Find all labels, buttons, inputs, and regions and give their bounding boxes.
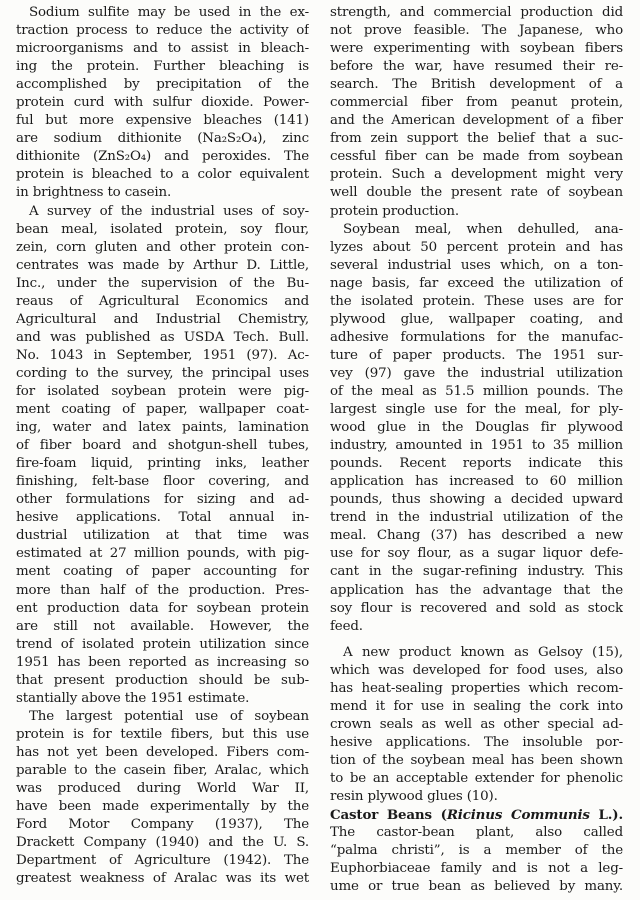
text-line: meal. Chang (37) has described a new — [330, 528, 623, 544]
text-line: to be an acceptable extender for phenolic — [330, 770, 623, 786]
text-line: stantially above the 1951 estimate. — [16, 690, 250, 706]
text-line: Inc., under the supervision of the Bu- — [16, 275, 309, 291]
text-line: ture of paper products. The 1951 sur- — [330, 347, 623, 363]
text-line: use for soy flour, as a sugar liquor defe- — [330, 546, 623, 562]
heading-text: Castor Beans ( — [330, 807, 447, 824]
text-line: several industrial uses which, on a ton- — [330, 257, 623, 273]
text-line: Sodium sulfite may be used in the ex- — [29, 5, 309, 20]
text-line: traction process to reduce the activity of — [16, 23, 309, 39]
text-line: fire-foam liquid, printing inks, leather — [16, 456, 309, 472]
text-line: bean meal, isolated protein, soy flour, — [16, 221, 309, 237]
right-text-column — [330, 4, 623, 896]
text-line: protein curd with sulfur dioxide. Power- — [16, 95, 309, 111]
text-line: protein is for textile fibers, but this use — [16, 726, 309, 742]
text-line: finishing, felt-base floor covering, and — [16, 474, 309, 490]
text-line: No. 1043 in September, 1951 (97). Ac- — [16, 347, 309, 363]
text-line: The largest potential use of soybean — [29, 708, 309, 724]
text-line: application has increased to 60 million — [330, 474, 623, 490]
text-line: cessful fiber can be made from soybean — [330, 149, 623, 165]
text-line: not prove feasible. The Japanese, who — [330, 23, 623, 39]
text-line: Ford Motor Company (1937), The — [16, 817, 309, 833]
text-line: dustrial utilization at that time was — [16, 528, 309, 544]
text-line: protein. Such a development might very — [330, 167, 623, 183]
text-line: adhesive formulations for the manufac- — [330, 329, 623, 345]
text-line: other formulations for sizing and ad- — [16, 492, 309, 508]
text-line: reaus of Agricultural Economics and — [16, 293, 309, 309]
text-line: The castor-bean plant, also called — [330, 825, 623, 841]
text-line: hesive applications. The insoluble por- — [330, 734, 623, 750]
text-line: accomplished by precipitation of the — [16, 77, 309, 93]
text-line: estimated at 27 million pounds, with pig- — [16, 546, 309, 562]
text-line: soy flour is recovered and sold as stock — [330, 600, 623, 616]
text-line: ing, water and latex paints, lamination — [16, 420, 309, 436]
text-line: resin plywood glues (10). — [330, 789, 498, 805]
text-line: protein is bleached to a color equivalent — [16, 167, 309, 183]
text-line: are still not available. However, the — [16, 618, 309, 634]
text-line: Soybean meal, when dehulled, ana- — [343, 221, 623, 237]
text-line: strength, and commercial production did — [330, 5, 623, 20]
text-line: cant in the sugar-refining industry. This — [330, 564, 623, 580]
text-line: vey (97) gave the industrial utilization — [330, 365, 623, 381]
text-line: largest single use for the meal, for ply- — [330, 402, 623, 418]
text-line: industry, amounted in 1951 to 35 million — [330, 438, 623, 454]
section-heading — [330, 806, 623, 824]
text-line: 1951 has been reported as increasing so — [16, 654, 309, 670]
text-line: application has the advantage that the — [330, 582, 623, 598]
text-line: in brightness to casein. — [16, 185, 172, 201]
text-line: cording to the survey, the principal uses — [16, 365, 309, 381]
text-line: Drackett Company (1940) and the U. S. — [16, 835, 309, 851]
text-line: are sodium dithionite (Na₂S₂O₄), zinc — [16, 131, 309, 147]
text-line: A new product known as Gelsoy (15), — [343, 644, 623, 660]
text-line: ment coating of paper, wallpaper coat- — [16, 402, 309, 418]
text-line: nage basis, far exceed the utilization of — [330, 275, 623, 291]
paragraph-gap — [330, 636, 623, 644]
text-line: and was published as USDA Tech. Bull. — [16, 329, 309, 345]
left-text-column — [16, 4, 309, 888]
text-line: for isolated soybean protein were pig- — [16, 383, 309, 399]
text-line: microorganisms and to assist in bleach- — [16, 41, 309, 57]
heading-species-name: Ricinus Communis — [446, 807, 590, 824]
text-line: have been made experimentally by the — [16, 799, 309, 815]
text-line: well double the present rate of soybean — [330, 185, 623, 201]
text-line: plywood glue, wallpaper coating, and — [330, 311, 623, 327]
text-line: Euphorbiaceae family and is not a leg- — [330, 861, 623, 877]
text-line: from zein support the belief that a suc- — [330, 131, 623, 147]
text-line: pounds. Recent reports indicate this — [330, 456, 623, 472]
text-line: of the meal as 51.5 million pounds. The — [330, 383, 623, 399]
text-line: crown seals as well as other special ad- — [330, 716, 623, 732]
text-line: the isolated protein. These uses are for — [330, 293, 623, 309]
text-line: ing the protein. Further bleaching is — [16, 59, 309, 75]
text-line: feed. — [330, 618, 363, 634]
text-line: Agricultural and Industrial Chemistry, — [16, 311, 309, 327]
text-line: ful but more expensive bleaches (141) — [16, 113, 309, 129]
text-line: mend it for use in sealing the cork into — [330, 698, 623, 714]
text-line: before the war, have resumed their re- — [330, 59, 623, 75]
text-line: hesive applications. Total annual in- — [16, 510, 309, 526]
text-line: and the American development of a fiber — [330, 113, 623, 129]
text-line: ment coating of paper accounting for — [16, 564, 309, 580]
text-line: trend of isolated protein utilization since — [16, 636, 309, 652]
text-line: centrates was made by Arthur D. Little, — [16, 257, 309, 273]
text-line: greatest weakness of Aralac was its wet — [16, 871, 309, 887]
text-line: tion of the soybean meal has been shown — [330, 752, 623, 768]
text-line: has heat-sealing properties which recom- — [330, 680, 623, 696]
text-line: was produced during World War II, — [16, 781, 309, 797]
text-line: more than half of the production. Pres- — [16, 582, 309, 598]
text-line: which was developed for food uses, also — [330, 662, 623, 678]
text-line: wood glue in the Douglas fir plywood — [330, 420, 623, 436]
text-line: trend in the industrial utilization of the — [330, 510, 623, 526]
text-line: dithionite (ZnS₂O₄) and peroxides. The — [16, 149, 309, 165]
text-line: were experimenting with soybean fibers — [330, 41, 623, 57]
text-line: lyzes about 50 percent protein and has — [330, 239, 623, 255]
text-line: ent production data for soybean protein — [16, 600, 309, 616]
text-line: that present production should be sub- — [16, 672, 309, 688]
text-line: parable to the casein fiber, Aralac, which — [16, 762, 309, 778]
text-line: commercial fiber from peanut protein, — [330, 95, 623, 111]
text-line: search. The British development of a — [330, 77, 623, 93]
text-line: of fiber board and shotgun-shell tubes, — [16, 438, 309, 454]
text-line: A survey of the industrial uses of soy- — [29, 203, 309, 219]
text-line: protein production. — [330, 203, 459, 219]
text-line: zein, corn gluten and other protein con- — [16, 239, 309, 255]
text-line: “palma christi”, is a member of the — [330, 843, 623, 859]
text-line: ume or true bean as believed by many. — [330, 879, 623, 895]
text-line: has not yet been developed. Fibers com- — [16, 744, 309, 760]
text-line: Department of Agriculture (1942). The — [16, 853, 309, 869]
text-line: pounds, thus showing a decided upward — [330, 492, 623, 508]
heading-tail: L.). — [589, 807, 623, 824]
